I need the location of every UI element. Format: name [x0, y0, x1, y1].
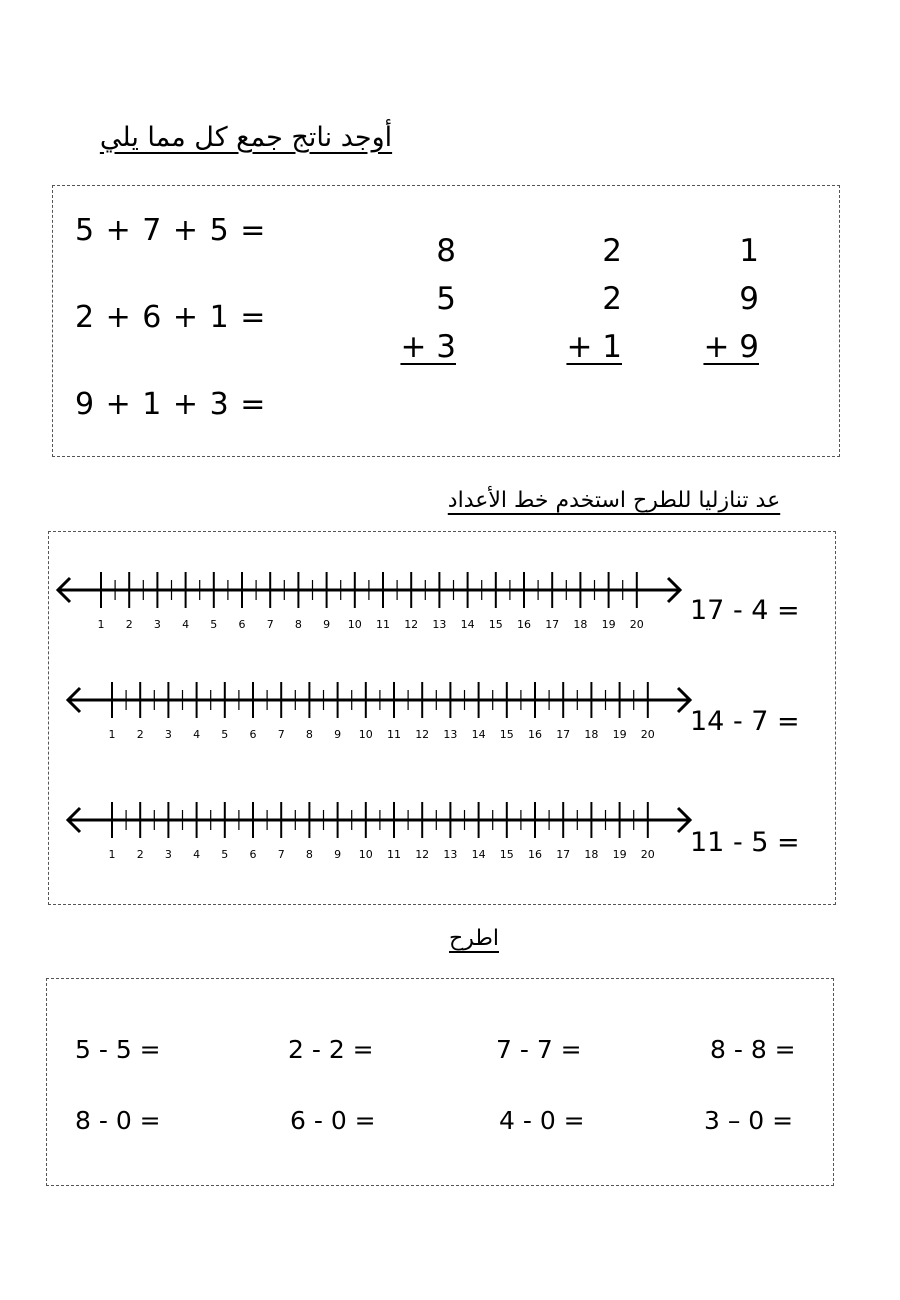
- tick-label: 16: [517, 618, 531, 631]
- number-line-heading: عد تنازليا للطرح استخدم خط الأعداد: [447, 488, 781, 513]
- horizontal-equation: 9 + 1 + 3 =: [75, 387, 267, 422]
- tick-label: 17: [545, 618, 560, 631]
- tick-label: 16: [528, 848, 542, 861]
- tick-label: 5: [221, 728, 229, 741]
- subtraction-equation: 14 - 7 =: [690, 706, 800, 737]
- tick-label: 9: [323, 618, 331, 631]
- subtraction-problem: 3 – 0 =: [704, 1106, 794, 1135]
- tick-label: 13: [432, 618, 447, 631]
- tick-label: 9: [334, 848, 342, 861]
- addend-middle: 5: [436, 281, 456, 317]
- tick-label: 1: [108, 848, 116, 861]
- tick-label: 15: [488, 618, 503, 631]
- tick-label: 4: [193, 848, 201, 861]
- tick-label: 13: [443, 728, 458, 741]
- horizontal-equation: 5 + 7 + 5 =: [75, 213, 267, 248]
- tick-label: 12: [415, 728, 430, 741]
- tick-label: 20: [640, 848, 655, 861]
- tick-label: 15: [499, 848, 514, 861]
- tick-label: 2: [125, 618, 133, 631]
- horizontal-equation: 2 + 6 + 1 =: [75, 300, 267, 335]
- subtraction-problem: 2 - 2 =: [288, 1035, 374, 1064]
- tick-label: 19: [612, 848, 627, 861]
- tick-label: 6: [249, 848, 257, 861]
- tick-label: 4: [193, 728, 201, 741]
- tick-label: 18: [573, 618, 588, 631]
- vertical-problem: [562, 227, 622, 371]
- tick-label: 18: [584, 728, 599, 741]
- tick-label: 8: [305, 728, 313, 741]
- tick-label: 7: [277, 728, 285, 741]
- tick-label: 10: [347, 618, 362, 631]
- number-line: [0, 572, 700, 642]
- tick-label: 12: [415, 848, 430, 861]
- addend-bottom: + 1: [566, 329, 622, 365]
- tick-label: 17: [556, 848, 571, 861]
- tick-label: 11: [376, 618, 390, 631]
- tick-label: 3: [164, 728, 172, 741]
- addend-top: 1: [739, 233, 759, 269]
- subtraction-equation: 11 - 5 =: [690, 827, 800, 858]
- tick-label: 8: [305, 848, 313, 861]
- tick-label: 7: [277, 848, 285, 861]
- tick-label: 3: [164, 848, 172, 861]
- tick-label: 7: [266, 618, 274, 631]
- tick-label: 15: [499, 728, 514, 741]
- tick-label: 5: [221, 848, 229, 861]
- subtraction-problem: 8 - 8 =: [710, 1035, 796, 1064]
- subtraction-equation: 17 - 4 =: [690, 595, 800, 626]
- addend-top: 8: [436, 233, 456, 269]
- tick-label: 6: [238, 618, 246, 631]
- tick-label: 19: [601, 618, 616, 631]
- vertical-problem: [396, 227, 456, 371]
- vertical-problem: [699, 227, 759, 371]
- tick-label: 12: [404, 618, 419, 631]
- tick-label: 18: [584, 848, 599, 861]
- subtraction-problem: 6 - 0 =: [290, 1106, 376, 1135]
- tick-label: 1: [97, 618, 105, 631]
- tick-label: 13: [443, 848, 458, 861]
- tick-label: 14: [471, 728, 486, 741]
- tick-label: 2: [136, 728, 144, 741]
- tick-label: 19: [612, 728, 627, 741]
- tick-label: 6: [249, 728, 257, 741]
- subtraction-problem: 5 - 5 =: [75, 1035, 161, 1064]
- tick-label: 17: [556, 728, 571, 741]
- subtract-heading: اطرح: [449, 926, 499, 951]
- tick-label: 9: [334, 728, 342, 741]
- subtraction-problem: 8 - 0 =: [75, 1106, 161, 1135]
- addition-heading: أوجد ناتج جمع كل مما يلي: [99, 122, 393, 153]
- tick-label: 1: [108, 728, 116, 741]
- tick-label: 4: [182, 618, 190, 631]
- tick-label: 14: [471, 848, 486, 861]
- tick-label: 20: [629, 618, 644, 631]
- tick-label: 20: [640, 728, 655, 741]
- tick-label: 5: [210, 618, 218, 631]
- tick-label: 16: [528, 728, 542, 741]
- tick-label: 14: [460, 618, 475, 631]
- number-line: [0, 802, 700, 872]
- tick-label: 10: [358, 728, 373, 741]
- addend-top: 2: [602, 233, 622, 269]
- subtract-box: [46, 978, 834, 1186]
- tick-label: 3: [153, 618, 161, 631]
- addend-middle: 2: [602, 281, 622, 317]
- tick-label: 11: [387, 848, 401, 861]
- tick-label: 2: [136, 848, 144, 861]
- subtraction-problem: 7 - 7 =: [496, 1035, 582, 1064]
- tick-label: 10: [358, 848, 373, 861]
- tick-label: 11: [387, 728, 401, 741]
- addend-bottom: + 3: [400, 329, 456, 365]
- tick-label: 8: [294, 618, 302, 631]
- addend-bottom: + 9: [703, 329, 759, 365]
- number-line: [0, 682, 700, 752]
- subtraction-problem: 4 - 0 =: [499, 1106, 585, 1135]
- addend-middle: 9: [739, 281, 759, 317]
